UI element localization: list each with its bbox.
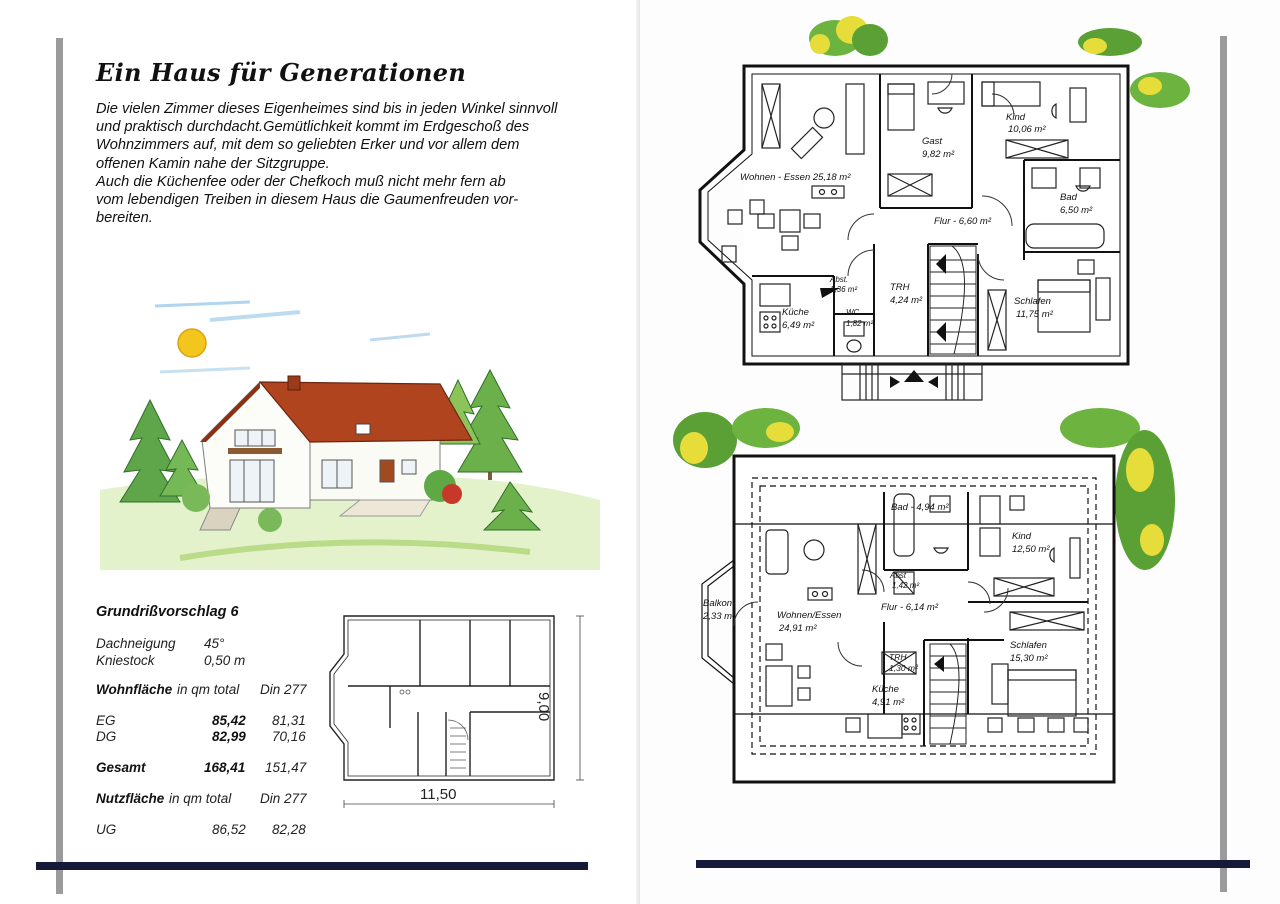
sun-icon bbox=[178, 329, 206, 357]
intro-line: vom lebendigen Treiben in diesem Haus die Gaumenfreuden vor- bbox=[96, 192, 519, 209]
uf-bad-label: Bad - 4,94 m² bbox=[891, 502, 949, 513]
gf-abst-name: Abst. bbox=[830, 275, 849, 284]
nutzflaeche-label: Nutzfläche bbox=[96, 791, 165, 806]
uf-schlafen-area: 15,30 m² bbox=[1010, 653, 1048, 664]
gf-kind-area: 10,06 m² bbox=[1008, 124, 1046, 135]
right-page bbox=[640, 0, 1280, 904]
gesamt-label: Gesamt bbox=[96, 760, 146, 775]
uf-wohnen-name: Wohnen/Essen bbox=[777, 610, 842, 621]
gf-schlafen-area: 11,75 m² bbox=[1016, 309, 1053, 320]
uf-flur-label: Flur - 6,14 m² bbox=[881, 602, 939, 613]
gf-wc-area: 1,82 m² bbox=[846, 319, 874, 328]
intro-text bbox=[96, 100, 596, 227]
dachneigung-label: Dachneigung bbox=[96, 636, 176, 651]
ug-total: 86,52 bbox=[212, 822, 246, 837]
uf-abst-area: 1,42 m² bbox=[892, 581, 920, 590]
gf-bad-name: Bad bbox=[1060, 192, 1077, 203]
gf-flur-label: Flur - 6,60 m² bbox=[934, 216, 992, 227]
eg-total: 85,42 bbox=[212, 713, 246, 728]
uf-schlafen-name: Schlafen bbox=[1010, 640, 1047, 651]
right-bottom-rule bbox=[696, 860, 1250, 868]
gesamt-din: 151,47 bbox=[265, 760, 307, 775]
entrance-arrow-icon bbox=[904, 370, 924, 382]
eg-label: EG bbox=[96, 713, 116, 728]
gf-wc-name: WC bbox=[846, 308, 860, 317]
left-bottom-rule bbox=[36, 862, 588, 870]
dimension-width: 11,50 bbox=[420, 786, 457, 803]
section-title: Grundrißvorschlag 6 bbox=[96, 604, 239, 620]
uf-wohnen-area: 24,91 m² bbox=[779, 623, 817, 634]
uf-trh-area: 1,30 m² bbox=[889, 663, 918, 673]
gf-kueche-name: Küche bbox=[782, 307, 809, 318]
intro-line: Die vielen Zimmer dieses Eigenheimes sind bis in jeden Winkel sinnvoll bbox=[96, 101, 558, 117]
kniestock-value: 0,50 m bbox=[204, 653, 246, 668]
gf-gast-name: Gast bbox=[922, 136, 943, 147]
uf-kind-area: 12,50 m² bbox=[1012, 544, 1050, 555]
ug-label: UG bbox=[96, 822, 117, 837]
page-title: Ein Haus für Generationen bbox=[96, 58, 467, 87]
uf-balkon-name: Balkon bbox=[703, 598, 733, 609]
gf-kind-name: Kind bbox=[1006, 112, 1026, 123]
intro-line: Wohnzimmers auf, mit dem so geliebten Erker und vor allem dem bbox=[96, 137, 520, 154]
gf-abst-area: 1,36 m² bbox=[830, 285, 858, 294]
nutzflaeche-unit: in qm total bbox=[169, 791, 232, 806]
ground-floor-plan bbox=[692, 64, 1132, 404]
footprint-plan bbox=[330, 608, 600, 818]
intro-line: offenen Kamin nahe der Sitzgruppe. bbox=[96, 155, 330, 172]
wohnflaeche-label: Wohnfläche bbox=[96, 682, 173, 697]
gf-wohnen-label: Wohnen - Essen 25,18 m² bbox=[740, 172, 851, 183]
bush-icon bbox=[809, 16, 888, 56]
uf-kueche-name: Küche bbox=[872, 684, 899, 695]
intro-line: bereiten. bbox=[96, 210, 153, 227]
intro-line: und praktisch durchdacht.Gemütlichkeit kommt im Erdgeschoß des bbox=[96, 119, 530, 136]
kniestock-label: Kniestock bbox=[96, 653, 155, 668]
gf-trh-area: 4,24 m² bbox=[890, 295, 923, 306]
gf-schlafen-name: Schlafen bbox=[1014, 296, 1051, 307]
gf-bad-area: 6,50 m² bbox=[1060, 205, 1093, 216]
gf-trh-name: TRH bbox=[890, 282, 910, 293]
uf-balkon-area: 2,33 m² bbox=[703, 611, 736, 622]
uf-abst-name: Abst bbox=[890, 571, 907, 580]
uf-kueche-area: 4,91 m² bbox=[872, 697, 905, 708]
dg-label: DG bbox=[96, 729, 117, 744]
dg-din: 70,16 bbox=[272, 729, 306, 744]
left-margin-rule bbox=[56, 38, 63, 894]
gf-gast-area: 9,82 m² bbox=[922, 149, 955, 160]
gesamt-total: 168,41 bbox=[204, 760, 246, 775]
eg-din: 81,31 bbox=[272, 713, 306, 728]
wohnflaeche-unit: in qm total bbox=[177, 682, 240, 697]
din-label: Din 277 bbox=[260, 682, 307, 697]
uf-kind-name: Kind bbox=[1012, 531, 1032, 542]
intro-line: Auch die Küchenfee oder der Chefkoch muß nicht mehr fern ab bbox=[96, 173, 506, 190]
dachneigung-value: 45° bbox=[204, 636, 225, 651]
din-label: Din 277 bbox=[260, 791, 307, 806]
house-illustration bbox=[100, 290, 600, 570]
gf-kueche-area: 6,49 m² bbox=[782, 320, 815, 331]
ug-din: 82,28 bbox=[272, 822, 306, 837]
dg-total: 82,99 bbox=[212, 729, 246, 744]
dimension-depth: 9,00 bbox=[535, 692, 552, 722]
uf-trh-name: TRH bbox=[889, 652, 907, 662]
